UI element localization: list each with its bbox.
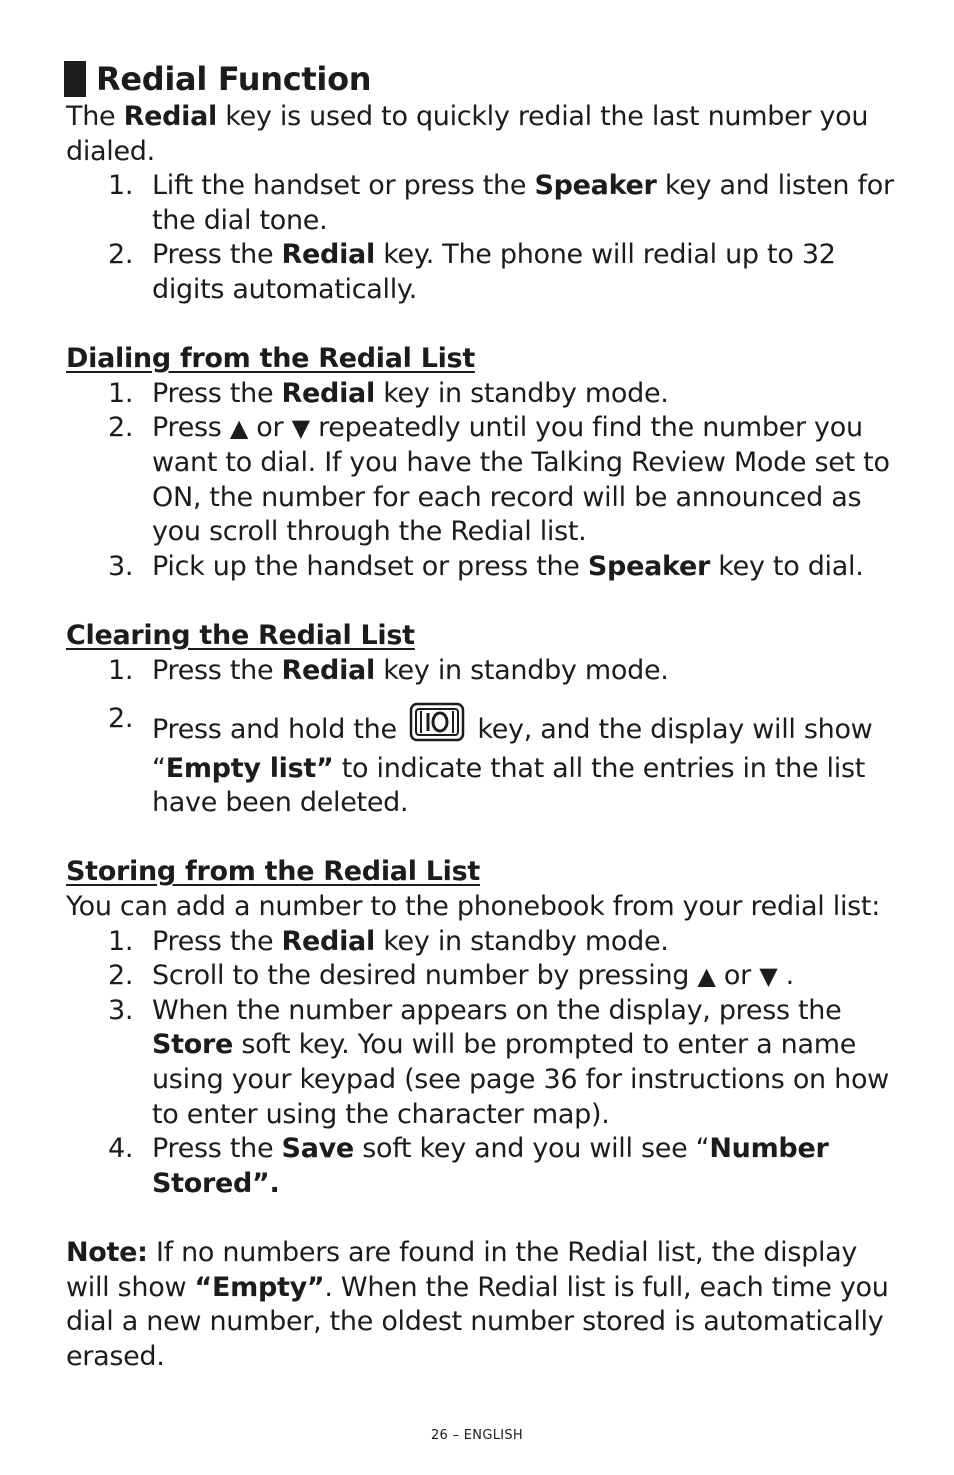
storing-steps xyxy=(66,925,896,1202)
section-heading-clearing: Clearing the Redial List xyxy=(66,619,415,651)
up-arrow-icon: ▲ xyxy=(229,414,249,443)
clearing-steps xyxy=(66,654,896,821)
storing-intro: You can add a number to the phonebook from your redial list: xyxy=(66,891,881,923)
list-item: 1. Press the Redial key in standby mode. xyxy=(108,377,669,409)
dialing-steps xyxy=(66,377,896,585)
list-item: 1. Press the Redial key in standby mode. xyxy=(108,654,669,686)
note-label: Note: xyxy=(66,1237,148,1268)
intro-paragraph: The Redial key is used to quickly redial the last number you dialed. xyxy=(66,101,869,167)
down-arrow-icon: ▼ xyxy=(291,414,310,443)
list-item: 1. Lift the handset or press the Speaker key and listen for the dial tone. xyxy=(108,170,894,236)
list-item: 2. Press the Redial key. The phone will redial up to 32 digits automatically. xyxy=(108,239,836,305)
page-footer: 26 – ENGLISH xyxy=(430,1428,524,1443)
page-content xyxy=(66,58,896,1374)
list-item: 3. Pick up the handset or press the Speaker key to dial. xyxy=(108,550,864,582)
section-heading-dialing: Dialing from the Redial List xyxy=(66,343,475,375)
main-steps xyxy=(66,169,896,307)
list-item: 2. Press and hold the key, and the display will show “Empty list” to indicate that all the entries in the list have been deleted. xyxy=(108,703,873,819)
list-item: 2. Press ▲ or ▼ repeatedly until you find the number you want to dial. If you have the Talking Review Mode set to ON, the number for each record will be announced as you scroll through the Redial list. xyxy=(108,412,890,548)
note-paragraph: Note: If no numbers are found in the Redial list, the display will show “Empty”. When the Redial list is full, each time you dial a new number, the oldest number stored is automatically erased. xyxy=(66,1237,889,1372)
page-title xyxy=(64,58,896,100)
down-arrow-icon: ▼ xyxy=(759,962,778,991)
list-item: 4. Press the Save soft key and you will see “Number Stored”. xyxy=(108,1133,829,1199)
list-item: 3. When the number appears on the display, press the Store soft key. You will be prompted to enter a name using your keypad (see page 36 for instructions on how to enter using the character map). xyxy=(108,994,889,1130)
page-title-text: Redial Function xyxy=(96,60,372,98)
list-item: 1. Press the Redial key in standby mode. xyxy=(108,925,669,957)
section-heading-storing: Storing from the Redial List xyxy=(66,856,481,888)
delete-key-icon xyxy=(409,702,465,752)
list-item: 2. Scroll to the desired number by pressing ▲ or ▼ . xyxy=(108,960,794,992)
up-arrow-icon: ▲ xyxy=(697,962,716,991)
title-marker-block xyxy=(64,61,86,97)
